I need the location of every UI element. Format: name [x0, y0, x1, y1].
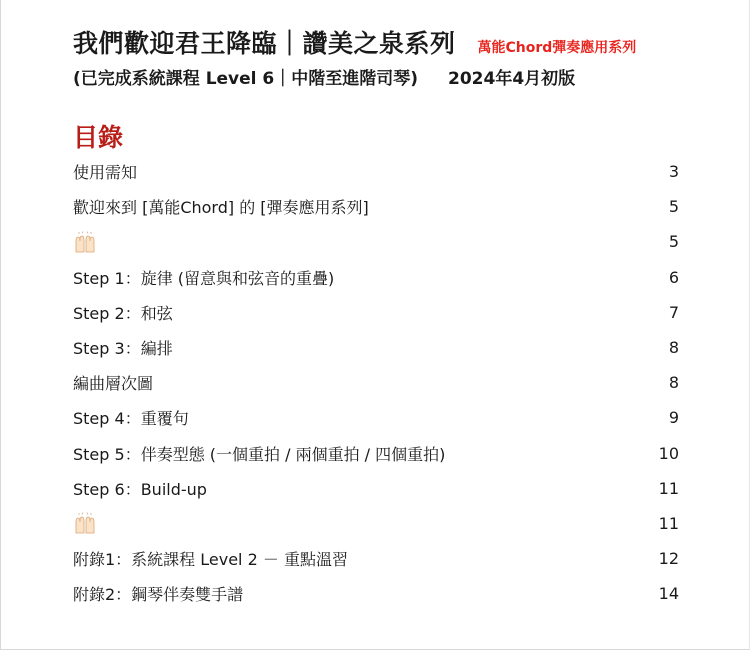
subtitle-row	[73, 64, 575, 89]
toc-entry[interactable]	[73, 330, 679, 365]
toc-entry-label: Step 4：重覆句	[73, 409, 189, 429]
raised-hands-icon	[73, 512, 97, 534]
toc-entry-page: 5	[668, 232, 679, 252]
toc-entry[interactable]	[73, 365, 679, 400]
toc-entry[interactable]	[73, 400, 679, 435]
series-badge: 萬能Chord彈奏應用系列	[477, 40, 637, 56]
toc-entry[interactable]	[73, 436, 679, 471]
toc-entry-label: Step 6：Build-up	[73, 479, 207, 499]
toc-entry-page: 6	[668, 267, 679, 287]
toc-entry-label: Step 5：伴奏型態 (一個重拍 / 兩個重拍 / 四個重拍)	[73, 444, 446, 464]
toc-entry[interactable]	[73, 189, 679, 224]
toc-entry[interactable]	[73, 576, 679, 611]
toc-entry-label: Step 1：旋律 (留意與和弦音的重疊)	[73, 268, 335, 288]
toc-entry-page: 11	[658, 478, 679, 498]
toc-entry-label: 使用需知	[73, 163, 138, 183]
title-row	[73, 24, 636, 60]
toc-entry-page: 8	[668, 338, 679, 358]
toc-entry[interactable]	[73, 260, 679, 295]
toc-entry-page: 10	[658, 443, 679, 463]
toc-entry-page: 12	[658, 549, 679, 569]
toc-entry-page: 5	[668, 197, 679, 217]
toc-entry[interactable]	[73, 224, 679, 259]
toc-entry[interactable]	[73, 541, 679, 576]
toc-entry-page: 14	[658, 584, 679, 604]
toc-entry[interactable]	[73, 506, 679, 541]
toc-entry-label: Step 3：編排	[73, 339, 173, 359]
subtitle: (已完成系統課程 Level 6｜中階至進階司琴)	[73, 69, 419, 89]
toc-entry-page: 7	[668, 302, 679, 322]
table-of-contents	[73, 154, 679, 611]
toc-entry-label: 附錄1：系統課程 Level 2 － 重點溫習	[73, 550, 348, 570]
toc-entry-label: 附錄2：鋼琴伴奏雙手譜	[73, 585, 244, 605]
toc-entry-label: 編曲層次圖	[73, 374, 154, 394]
raised-hands-icon	[73, 231, 97, 253]
toc-entry-page: 8	[668, 373, 679, 393]
toc-entry[interactable]	[73, 295, 679, 330]
toc-heading: 目錄	[73, 123, 124, 152]
toc-entry-label: Step 2：和弦	[73, 303, 173, 323]
toc-entry[interactable]	[73, 471, 679, 506]
edition-label: 2024年4月初版	[448, 69, 576, 89]
toc-entry-label: 歡迎來到 [萬能Chord] 的 [彈奏應用系列]	[73, 198, 369, 218]
toc-entry-page: 3	[668, 162, 679, 182]
page-title: 我們歡迎君王降臨｜讚美之泉系列	[73, 29, 456, 58]
toc-entry-page: 9	[668, 408, 679, 428]
toc-entry-page: 11	[658, 513, 679, 533]
toc-entry[interactable]	[73, 154, 679, 189]
